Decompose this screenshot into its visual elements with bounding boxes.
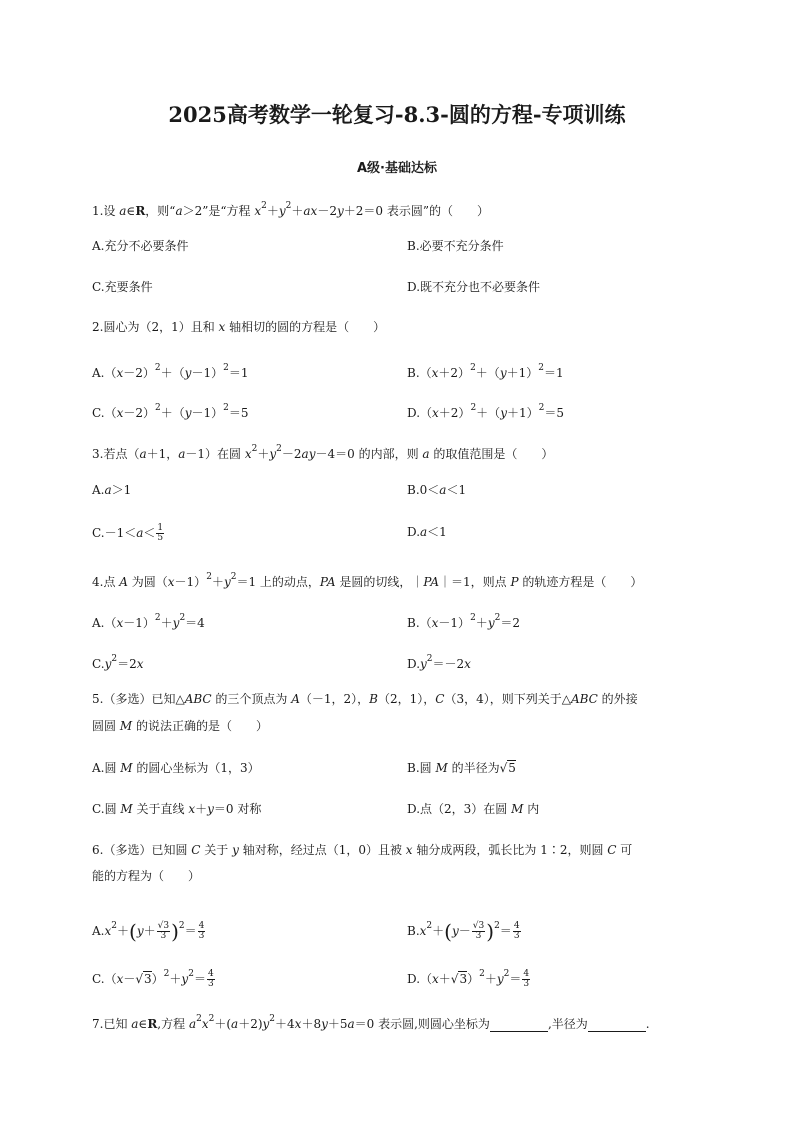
question-5-option-a: A.圆 M 的圆心坐标为（1，3） bbox=[92, 761, 260, 775]
question-5-stem-line-1: 5.（多选）已知△ABC 的三个顶点为 A（－1，2），B（2，1），C（3，4），则下列关于△ABC 的外接 bbox=[92, 692, 638, 706]
question-7-stem: 7.已知 a∈R,方程 $a^2x^2+(a+2)y^2+4x+8y+5a=0$ 表示圆,则圆心坐标为 ,半径为 . bbox=[92, 1014, 650, 1031]
question-1-option-b: B.必要不充分条件 bbox=[407, 239, 504, 253]
question-6-option-c: $C.(x-√3)^2+y^2=$ $\frac{4}{3}$ bbox=[92, 969, 214, 989]
question-5-option-b: B.圆 M 的半径为√5 bbox=[407, 761, 516, 775]
question-6-option-a: $A.x^2+(y+$ $\frac{√3}{3}$ )$^2$＝ $\frac{4}{3}$ bbox=[92, 919, 205, 944]
question-1-option-a: A.充分不必要条件 bbox=[92, 239, 189, 253]
question-1-option-c: C.充要条件 bbox=[92, 280, 153, 294]
question-5-option-d: D.点（2，3）在圆 M 内 bbox=[407, 802, 540, 816]
question-3-stem: 3.若点（a＋1，a－1）在圆 $x^2+y^2-2ay-4=0$ 的内部，则 a 的取值范围是（ ） bbox=[92, 444, 554, 461]
question-4-option-a: $A.(x-1)^2+y^2=4$ bbox=[92, 613, 205, 630]
question-2-stem: 2.圆心为（2，1）且和 x 轴相切的圆的方程是（ ） bbox=[92, 320, 386, 334]
question-4-option-d: $D.y^2=-2x$ bbox=[407, 654, 471, 671]
answer-blank-radius[interactable] bbox=[588, 1019, 646, 1032]
page-title: 2025高考数学一轮复习-8.3-圆的方程-专项训练 bbox=[168, 102, 626, 127]
question-3-option-c: C.－1＜a＜ $\frac{1}{5}$ bbox=[92, 523, 164, 543]
question-1-option-d: D.既不充分也不必要条件 bbox=[407, 280, 541, 294]
question-1-stem: 1.设 a∈R，则“a＞2”是“方程 $x^2+y^2+ax-2y+2=0$ 表示圆”的（ ） bbox=[92, 201, 489, 218]
question-6-option-d: $D.(x+√3)^2+y^2=$ $\frac{4}{3}$ bbox=[407, 969, 530, 989]
question-3-option-d: D.a＜1 bbox=[407, 525, 447, 539]
question-4-option-c: $C.y^2=2x$ bbox=[92, 654, 144, 671]
question-3-option-a: A.a＞1 bbox=[92, 483, 132, 497]
question-5-stem-line-2: 圆圆 M 的说法正确的是（ ） bbox=[92, 719, 268, 733]
question-6-stem-line-2: 能的方程为（ ） bbox=[92, 869, 201, 883]
question-2-option-b: $B.(x+2)^2+(y+1)^2=1$ bbox=[407, 363, 564, 380]
answer-blank-center[interactable] bbox=[490, 1019, 548, 1032]
question-4-stem: 4.点 A 为圆$(x-1)^2+y^2=1$ 上的动点，PA 是圆的切线，｜PA｜＝1，则点 P 的轨迹方程是（ ） bbox=[92, 572, 643, 589]
question-4-option-b: $B.(x-1)^2+y^2=2$ bbox=[407, 613, 520, 630]
question-2-option-c: $C.(x-2)^2+(y-1)^2=5$ bbox=[92, 403, 249, 420]
question-2-option-d: $D.(x+2)^2+(y+1)^2=5$ bbox=[407, 403, 564, 420]
question-2-option-a: $A.(x-2)^2+(y-1)^2=1$ bbox=[92, 363, 249, 380]
question-3-option-b: B.0＜a＜1 bbox=[407, 483, 467, 497]
question-6-option-b: $B.x^2+(y-$ $\frac{√3}{3}$ )$^2$＝ $\frac{4}{3}$ bbox=[407, 919, 520, 944]
section-subtitle: A级·基础达标 bbox=[357, 161, 437, 176]
question-6-stem-line-1: 6.（多选）已知圆 C 关于 y 轴对称，经过点（1，0）且被 x 轴分成两段，弧长比为 1∶2，则圆 C 可 bbox=[92, 843, 633, 857]
question-5-option-c: C.圆 M 关于直线 x＋y＝0 对称 bbox=[92, 802, 262, 816]
